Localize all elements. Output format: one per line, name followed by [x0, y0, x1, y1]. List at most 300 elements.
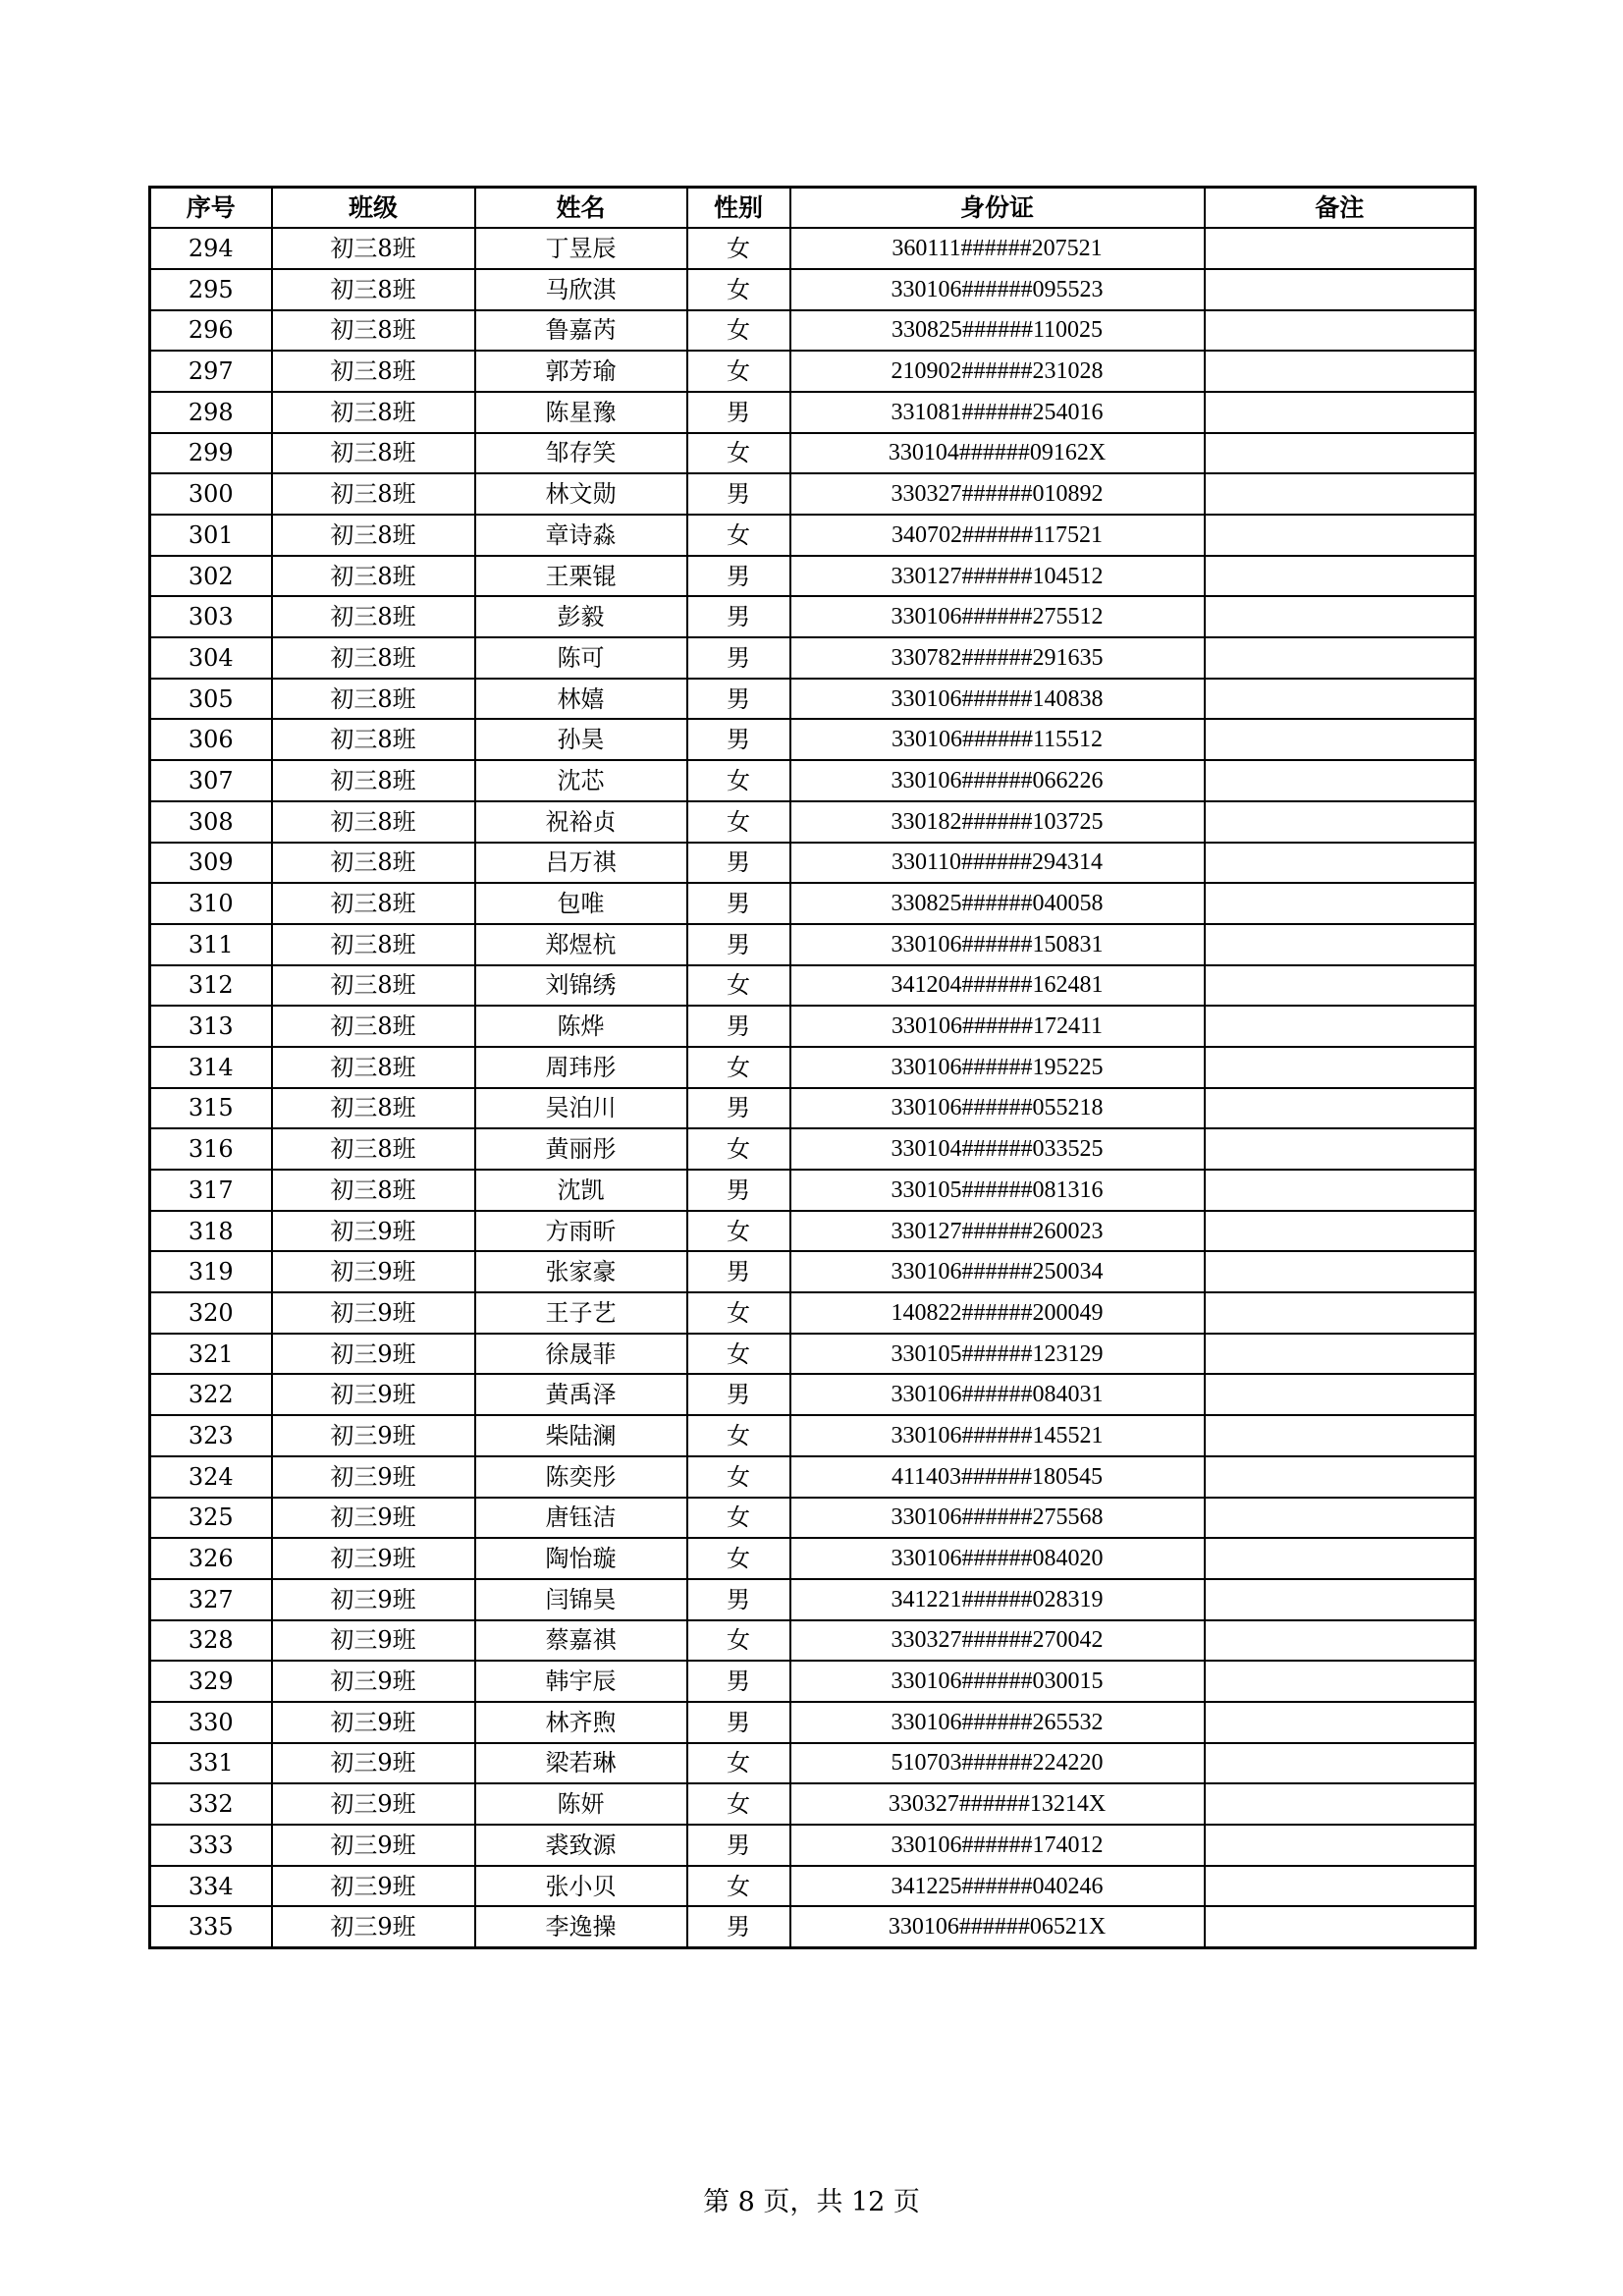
remarks-cell [1205, 1047, 1476, 1088]
class-cell: 初三9班 [272, 1211, 475, 1252]
gender-cell: 男 [687, 1251, 790, 1292]
class-cell: 初三8班 [272, 1088, 475, 1129]
table-row [150, 1825, 1476, 1866]
table-row [150, 1334, 1476, 1375]
id-number-cell: 330106######055218 [790, 1088, 1205, 1129]
name-cell: 包唯 [475, 883, 687, 924]
index-cell: 328 [150, 1620, 272, 1662]
gender-cell: 女 [687, 1334, 790, 1375]
table-row [150, 392, 1476, 433]
name-cell: 彭毅 [475, 596, 687, 637]
index-cell: 296 [150, 310, 272, 352]
column-header-class: 班级 [272, 188, 475, 229]
remarks-cell [1205, 310, 1476, 352]
gender-cell: 女 [687, 1538, 790, 1579]
index-cell: 323 [150, 1415, 272, 1456]
index-cell: 330 [150, 1702, 272, 1743]
table-row [150, 473, 1476, 515]
name-cell: 丁昱辰 [475, 228, 687, 269]
gender-cell: 男 [687, 596, 790, 637]
remarks-cell [1205, 473, 1476, 515]
name-cell: 方雨昕 [475, 1211, 687, 1252]
class-cell: 初三8班 [272, 924, 475, 965]
name-cell: 陈妍 [475, 1783, 687, 1825]
name-cell: 沈凯 [475, 1170, 687, 1211]
name-cell: 张小贝 [475, 1866, 687, 1907]
id-number-cell: 330106######265532 [790, 1702, 1205, 1743]
remarks-cell [1205, 1088, 1476, 1129]
table-row [150, 1128, 1476, 1170]
gender-cell: 女 [687, 1047, 790, 1088]
name-cell: 邹存笑 [475, 433, 687, 474]
name-cell: 闫锦昊 [475, 1579, 687, 1620]
table-row [150, 596, 1476, 637]
remarks-cell [1205, 1906, 1476, 1947]
class-cell: 初三9班 [272, 1579, 475, 1620]
name-cell: 林文勋 [475, 473, 687, 515]
table-row [150, 228, 1476, 269]
class-cell: 初三9班 [272, 1783, 475, 1825]
name-cell: 陈奕彤 [475, 1456, 687, 1498]
column-header-index: 序号 [150, 188, 272, 229]
id-number-cell: 360111######207521 [790, 228, 1205, 269]
table-row [150, 679, 1476, 720]
name-cell: 马欣淇 [475, 269, 687, 310]
remarks-cell [1205, 1620, 1476, 1662]
name-cell: 陈烨 [475, 1006, 687, 1047]
table-row [150, 515, 1476, 556]
id-number-cell: 330106######140838 [790, 679, 1205, 720]
column-header-remarks: 备注 [1205, 188, 1476, 229]
remarks-cell [1205, 679, 1476, 720]
class-cell: 初三9班 [272, 1538, 475, 1579]
gender-cell: 男 [687, 843, 790, 884]
index-cell: 316 [150, 1128, 272, 1170]
table-row [150, 1211, 1476, 1252]
remarks-cell [1205, 1374, 1476, 1415]
remarks-cell [1205, 1825, 1476, 1866]
class-cell: 初三8班 [272, 883, 475, 924]
remarks-cell [1205, 1128, 1476, 1170]
class-cell: 初三9班 [272, 1456, 475, 1498]
class-cell: 初三8班 [272, 679, 475, 720]
index-cell: 299 [150, 433, 272, 474]
class-cell: 初三8班 [272, 515, 475, 556]
remarks-cell [1205, 965, 1476, 1007]
id-number-cell: 411403######180545 [790, 1456, 1205, 1498]
table-row [150, 760, 1476, 801]
remarks-cell [1205, 924, 1476, 965]
gender-cell: 男 [687, 637, 790, 679]
class-cell: 初三8班 [272, 801, 475, 843]
id-number-cell: 330106######066226 [790, 760, 1205, 801]
table-body [150, 228, 1476, 1947]
gender-cell: 男 [687, 1661, 790, 1702]
name-cell: 张家豪 [475, 1251, 687, 1292]
name-cell: 孙昊 [475, 719, 687, 760]
id-number-cell: 330106######084031 [790, 1374, 1205, 1415]
name-cell: 林齐煦 [475, 1702, 687, 1743]
gender-cell: 女 [687, 1128, 790, 1170]
gender-cell: 女 [687, 228, 790, 269]
id-number-cell: 330104######09162X [790, 433, 1205, 474]
gender-cell: 男 [687, 1374, 790, 1415]
gender-cell: 男 [687, 1906, 790, 1947]
id-number-cell: 330110######294314 [790, 843, 1205, 884]
index-cell: 297 [150, 351, 272, 392]
index-cell: 324 [150, 1456, 272, 1498]
remarks-cell [1205, 269, 1476, 310]
name-cell: 李逸操 [475, 1906, 687, 1947]
page-footer: 第 8 页，共 12 页 [703, 2187, 920, 2217]
index-cell: 315 [150, 1088, 272, 1129]
gender-cell: 女 [687, 1743, 790, 1784]
index-cell: 318 [150, 1211, 272, 1252]
class-cell: 初三8班 [272, 269, 475, 310]
index-cell: 305 [150, 679, 272, 720]
id-number-cell: 140822######200049 [790, 1292, 1205, 1334]
id-number-cell: 330127######104512 [790, 556, 1205, 597]
class-cell: 初三9班 [272, 1661, 475, 1702]
name-cell: 鲁嘉芮 [475, 310, 687, 352]
gender-cell: 男 [687, 679, 790, 720]
remarks-cell [1205, 1251, 1476, 1292]
name-cell: 徐晟菲 [475, 1334, 687, 1375]
table-row [150, 1006, 1476, 1047]
index-cell: 319 [150, 1251, 272, 1292]
index-cell: 301 [150, 515, 272, 556]
index-cell: 321 [150, 1334, 272, 1375]
class-cell: 初三9班 [272, 1498, 475, 1539]
gender-cell: 女 [687, 1211, 790, 1252]
id-number-cell: 330127######260023 [790, 1211, 1205, 1252]
class-cell: 初三9班 [272, 1906, 475, 1947]
class-cell: 初三9班 [272, 1334, 475, 1375]
remarks-cell [1205, 1866, 1476, 1907]
remarks-cell [1205, 1415, 1476, 1456]
gender-cell: 女 [687, 1292, 790, 1334]
remarks-cell [1205, 228, 1476, 269]
remarks-cell [1205, 1743, 1476, 1784]
remarks-cell [1205, 1538, 1476, 1579]
table-row [150, 924, 1476, 965]
class-cell: 初三8班 [272, 1047, 475, 1088]
gender-cell: 女 [687, 433, 790, 474]
class-cell: 初三9班 [272, 1251, 475, 1292]
index-cell: 312 [150, 965, 272, 1007]
table-row [150, 965, 1476, 1007]
id-number-cell: 330106######084020 [790, 1538, 1205, 1579]
name-cell: 吴泊川 [475, 1088, 687, 1129]
class-cell: 初三9班 [272, 1866, 475, 1907]
gender-cell: 男 [687, 473, 790, 515]
gender-cell: 男 [687, 556, 790, 597]
table-row [150, 556, 1476, 597]
name-cell: 柴陆澜 [475, 1415, 687, 1456]
id-number-cell: 330106######275512 [790, 596, 1205, 637]
index-cell: 335 [150, 1906, 272, 1947]
id-number-cell: 341204######162481 [790, 965, 1205, 1007]
id-number-cell: 330106######095523 [790, 269, 1205, 310]
class-cell: 初三8班 [272, 473, 475, 515]
id-number-cell: 330106######150831 [790, 924, 1205, 965]
name-cell: 黄丽彤 [475, 1128, 687, 1170]
gender-cell: 女 [687, 1783, 790, 1825]
table-row [150, 1170, 1476, 1211]
remarks-cell [1205, 515, 1476, 556]
id-number-cell: 330106######06521X [790, 1906, 1205, 1947]
index-cell: 322 [150, 1374, 272, 1415]
id-number-cell: 341225######040246 [790, 1866, 1205, 1907]
remarks-cell [1205, 1456, 1476, 1498]
table-row [150, 1415, 1476, 1456]
index-cell: 308 [150, 801, 272, 843]
name-cell: 祝裕贞 [475, 801, 687, 843]
name-cell: 刘锦绣 [475, 965, 687, 1007]
index-cell: 320 [150, 1292, 272, 1334]
remarks-cell [1205, 801, 1476, 843]
table-row [150, 719, 1476, 760]
class-cell: 初三8班 [272, 556, 475, 597]
index-cell: 311 [150, 924, 272, 965]
table-row [150, 269, 1476, 310]
remarks-cell [1205, 1661, 1476, 1702]
table-row [150, 1088, 1476, 1129]
name-cell: 陶怡璇 [475, 1538, 687, 1579]
id-number-cell: 330106######275568 [790, 1498, 1205, 1539]
gender-cell: 女 [687, 1456, 790, 1498]
gender-cell: 男 [687, 1006, 790, 1047]
gender-cell: 女 [687, 1498, 790, 1539]
id-number-cell: 330106######250034 [790, 1251, 1205, 1292]
class-cell: 初三9班 [272, 1702, 475, 1743]
remarks-cell [1205, 1006, 1476, 1047]
id-number-cell: 330825######110025 [790, 310, 1205, 352]
table-row [150, 1906, 1476, 1947]
remarks-cell [1205, 1334, 1476, 1375]
id-number-cell: 330106######195225 [790, 1047, 1205, 1088]
class-cell: 初三8班 [272, 843, 475, 884]
class-cell: 初三8班 [272, 228, 475, 269]
index-cell: 331 [150, 1743, 272, 1784]
gender-cell: 女 [687, 1866, 790, 1907]
class-cell: 初三8班 [272, 1006, 475, 1047]
gender-cell: 男 [687, 1170, 790, 1211]
gender-cell: 男 [687, 924, 790, 965]
gender-cell: 女 [687, 1620, 790, 1662]
id-number-cell: 330106######172411 [790, 1006, 1205, 1047]
name-cell: 韩宇辰 [475, 1661, 687, 1702]
index-cell: 325 [150, 1498, 272, 1539]
table-row [150, 351, 1476, 392]
class-cell: 初三9班 [272, 1825, 475, 1866]
class-cell: 初三8班 [272, 965, 475, 1007]
table-row [150, 1047, 1476, 1088]
gender-cell: 女 [687, 965, 790, 1007]
name-cell: 章诗淼 [475, 515, 687, 556]
index-cell: 326 [150, 1538, 272, 1579]
id-number-cell: 330106######145521 [790, 1415, 1205, 1456]
table-row [150, 310, 1476, 352]
id-number-cell: 330104######033525 [790, 1128, 1205, 1170]
name-cell: 蔡嘉祺 [475, 1620, 687, 1662]
gender-cell: 男 [687, 1579, 790, 1620]
id-number-cell: 510703######224220 [790, 1743, 1205, 1784]
index-cell: 303 [150, 596, 272, 637]
gender-cell: 男 [687, 883, 790, 924]
class-cell: 初三8班 [272, 1128, 475, 1170]
remarks-cell [1205, 1211, 1476, 1252]
table-row [150, 1661, 1476, 1702]
table-row [150, 1374, 1476, 1415]
column-header-id-number: 身份证 [790, 188, 1205, 229]
id-number-cell: 330105######123129 [790, 1334, 1205, 1375]
index-cell: 307 [150, 760, 272, 801]
column-header-gender: 性别 [687, 188, 790, 229]
id-number-cell: 330782######291635 [790, 637, 1205, 679]
remarks-cell [1205, 1702, 1476, 1743]
gender-cell: 女 [687, 351, 790, 392]
remarks-cell [1205, 760, 1476, 801]
remarks-cell [1205, 1170, 1476, 1211]
table-row [150, 1743, 1476, 1784]
remarks-cell [1205, 433, 1476, 474]
class-cell: 初三9班 [272, 1374, 475, 1415]
index-cell: 327 [150, 1579, 272, 1620]
index-cell: 306 [150, 719, 272, 760]
class-cell: 初三9班 [272, 1743, 475, 1784]
index-cell: 294 [150, 228, 272, 269]
table-row [150, 433, 1476, 474]
index-cell: 300 [150, 473, 272, 515]
name-cell: 王栗锟 [475, 556, 687, 597]
table-row [150, 1783, 1476, 1825]
index-cell: 314 [150, 1047, 272, 1088]
gender-cell: 男 [687, 1825, 790, 1866]
name-cell: 周玮彤 [475, 1047, 687, 1088]
remarks-cell [1205, 556, 1476, 597]
index-cell: 334 [150, 1866, 272, 1907]
name-cell: 吕万祺 [475, 843, 687, 884]
class-cell: 初三8班 [272, 310, 475, 352]
gender-cell: 男 [687, 1702, 790, 1743]
class-cell: 初三8班 [272, 760, 475, 801]
remarks-cell [1205, 1579, 1476, 1620]
remarks-cell [1205, 637, 1476, 679]
index-cell: 304 [150, 637, 272, 679]
id-number-cell: 330105######081316 [790, 1170, 1205, 1211]
column-header-name: 姓名 [475, 188, 687, 229]
class-cell: 初三9班 [272, 1292, 475, 1334]
table-row [150, 1538, 1476, 1579]
class-cell: 初三8班 [272, 1170, 475, 1211]
gender-cell: 女 [687, 1415, 790, 1456]
gender-cell: 女 [687, 801, 790, 843]
index-cell: 298 [150, 392, 272, 433]
index-cell: 310 [150, 883, 272, 924]
id-number-cell: 330106######115512 [790, 719, 1205, 760]
table-row [150, 1866, 1476, 1907]
gender-cell: 女 [687, 310, 790, 352]
name-cell: 陈可 [475, 637, 687, 679]
index-cell: 309 [150, 843, 272, 884]
name-cell: 林嬉 [475, 679, 687, 720]
id-number-cell: 330825######040058 [790, 883, 1205, 924]
remarks-cell [1205, 1498, 1476, 1539]
remarks-cell [1205, 843, 1476, 884]
id-number-cell: 330106######174012 [790, 1825, 1205, 1866]
index-cell: 302 [150, 556, 272, 597]
remarks-cell [1205, 1783, 1476, 1825]
name-cell: 王子艺 [475, 1292, 687, 1334]
index-cell: 313 [150, 1006, 272, 1047]
name-cell: 裘致源 [475, 1825, 687, 1866]
class-cell: 初三8班 [272, 433, 475, 474]
class-cell: 初三8班 [272, 637, 475, 679]
remarks-cell [1205, 883, 1476, 924]
class-cell: 初三8班 [272, 719, 475, 760]
name-cell: 唐钰洁 [475, 1498, 687, 1539]
gender-cell: 女 [687, 269, 790, 310]
remarks-cell [1205, 719, 1476, 760]
id-number-cell: 330182######103725 [790, 801, 1205, 843]
gender-cell: 女 [687, 515, 790, 556]
class-cell: 初三9班 [272, 1415, 475, 1456]
id-number-cell: 330327######010892 [790, 473, 1205, 515]
id-number-cell: 330327######13214X [790, 1783, 1205, 1825]
table-row [150, 1579, 1476, 1620]
name-cell: 黄禹泽 [475, 1374, 687, 1415]
table-row [150, 883, 1476, 924]
gender-cell: 男 [687, 1088, 790, 1129]
gender-cell: 男 [687, 719, 790, 760]
remarks-cell [1205, 1292, 1476, 1334]
table-row [150, 1702, 1476, 1743]
index-cell: 317 [150, 1170, 272, 1211]
table-row [150, 1456, 1476, 1498]
name-cell: 郑煜杭 [475, 924, 687, 965]
table-row [150, 1498, 1476, 1539]
remarks-cell [1205, 351, 1476, 392]
id-number-cell: 330327######270042 [790, 1620, 1205, 1662]
name-cell: 郭芳瑜 [475, 351, 687, 392]
class-cell: 初三8班 [272, 392, 475, 433]
student-roster-table [148, 186, 1477, 1949]
table-row [150, 801, 1476, 843]
remarks-cell [1205, 596, 1476, 637]
id-number-cell: 341221######028319 [790, 1579, 1205, 1620]
id-number-cell: 330106######030015 [790, 1661, 1205, 1702]
table-row [150, 1292, 1476, 1334]
gender-cell: 女 [687, 760, 790, 801]
table-header-row [150, 188, 1476, 229]
name-cell: 沈芯 [475, 760, 687, 801]
table-row [150, 1251, 1476, 1292]
remarks-cell [1205, 392, 1476, 433]
id-number-cell: 340702######117521 [790, 515, 1205, 556]
index-cell: 329 [150, 1661, 272, 1702]
class-cell: 初三8班 [272, 596, 475, 637]
index-cell: 333 [150, 1825, 272, 1866]
index-cell: 332 [150, 1783, 272, 1825]
table-row [150, 843, 1476, 884]
class-cell: 初三9班 [272, 1620, 475, 1662]
gender-cell: 男 [687, 392, 790, 433]
index-cell: 295 [150, 269, 272, 310]
class-cell: 初三8班 [272, 351, 475, 392]
id-number-cell: 210902######231028 [790, 351, 1205, 392]
table-row [150, 637, 1476, 679]
